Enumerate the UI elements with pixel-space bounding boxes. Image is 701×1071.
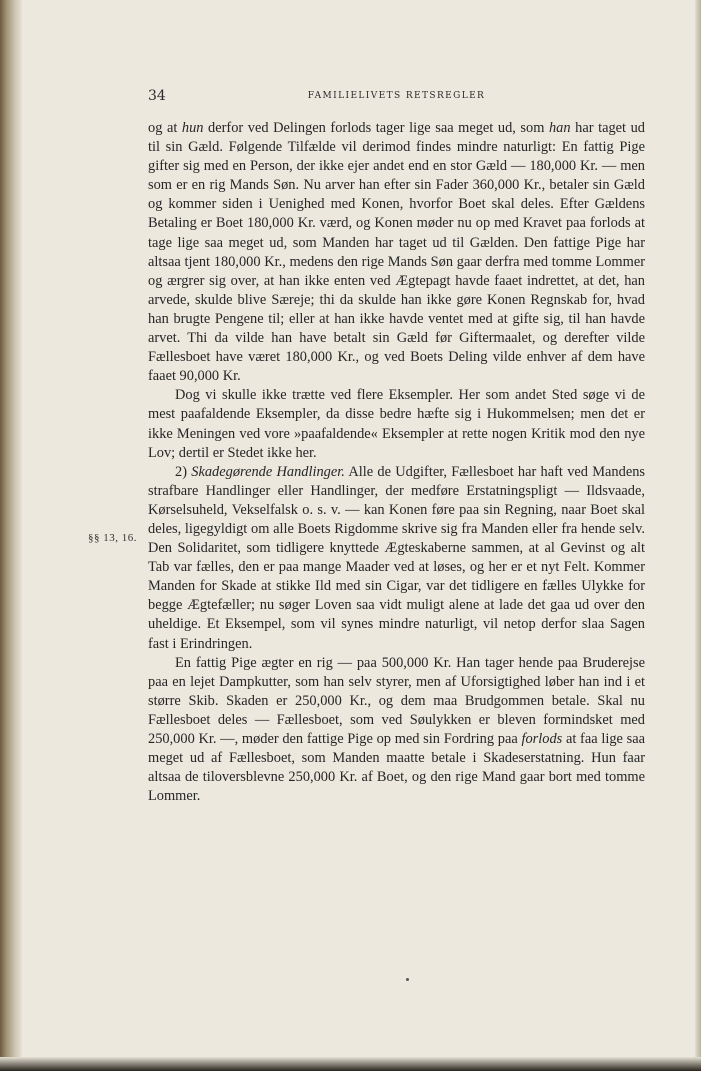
paragraph-2: Dog vi skulle ikke trætte ved flere Eksempler. Her som andet Sted søge vi de mest paafaldende Eksempler, da disse bedre hæfte sig i Hukommelsen; men det er ikke Meningen ved vore »paafaldende« Eksempler at rette nogen Kritik mod den nye Lov; dertil er Stedet ikke her.	[148, 387, 645, 461]
page-binding-edge	[0, 0, 22, 1071]
margin-section-reference: §§ 13, 16.	[88, 532, 137, 544]
paragraph-3: 2) Skadegørende Handlinger. Alle de Udgifter, Fællesboet har haft ved Mandens strafbare Handlinger eller Handlinger, der medføre Erstatningspligt — Ildsvaade, Kørselsuheld, Vekselfalsk o. s. v. — kan Konen føre paa sin Regning, naar Boet skal deles, ligegyldigt om alle Boets Rigdomme skrive sig fra Manden eller fra hende selv. Den Solidaritet, som tidligere knyttede Ægteskaberne sammen, at al Gevinst og alt Tab var fælles, den er paa mange Maader ved at løses, og her er et nyt Felt. Kommer Manden for Skade at stikke Ild med sin Cigar, var det tidligere en fælles Ulykke for begge Ægtefæller; nu søger Loven saa vidt muligt alene at lade det gaa ud over den uheldige. Et Eksempel, som vil synes mindre naturligt, vil netop derfor slaa Sagen fast i Erindringen.	[148, 463, 645, 652]
page-bottom-shadow	[0, 1057, 701, 1071]
page-right-shadow	[695, 0, 701, 1071]
emphasis-forlods: forlods	[521, 731, 563, 747]
emphasis-han: han	[548, 120, 571, 136]
emphasis-hun: hun	[181, 120, 204, 136]
running-head: FAMILIELIVETS RETSREGLER	[307, 91, 486, 101]
page-number: 34	[148, 88, 166, 104]
section-heading-skadegorende: Skadegørende Handlinger.	[191, 463, 345, 480]
print-speck	[406, 978, 409, 981]
body-text	[148, 119, 645, 806]
paragraph-4: En fattig Pige ægter en rig — paa 500,000 Kr. Han tager hende paa Bruderejse paa en lejet Dampkutter, som han selv styrer, men af Uforsigtighed løber han ind i et større Skib. Skaden er 250,000 Kr., og dem maa Brudgommen betale. Skal nu Fællesboet deles — Fællesboet, som ved Søulykken er bleven formindsket med 250,000 Kr. —, møder den fattige Pige op med sin Fordring paa forlods at faa lige saa meget ud af Fællesboet, som Manden maatte betale i Skadeserstatning. Hun faar altsaa de tiloversblevne 250,000 Kr. af Boet, og den rige Mand gaar bort med tomme Lommer.	[148, 654, 645, 805]
paragraph-1: og at hun derfor ved Delingen forlods tager lige saa meget ud, som han har taget ud til sin Gæld. Følgende Tilfælde vil derimod findes mindre naturligt: En fattig Pige gifter sig med en Person, der ikke ejer andet end en stor Gæld — 180,000 Kr. — men som er en rig Mands Søn. Nu arver han efter sin Fader 360,000 Kr., betaler sin Gæld og kommer siden i Uenighed med Konen, hvorfor Boet skal deles. Efter Gældens Betaling er Boet 180,000 Kr. værd, og Konen møder nu op med Kravet paa forlods at tage lige saa meget ud, som Manden har taget ud til Gælden. Den fattige Pige har altsaa tjent 180,000 Kr., medens den rige Mands Søn gaar derfra med tomme Lommer og ærgrer sig over, at han ikke enten ved Ægtepagt havde faaet indrettet, at det, han arvede, skulde blive Særeje; thi da skulde han ikke gøre Konen Regnskab for, hvad han brugte Pengene til; eller at han ikke havde ventet med at gifte sig, til han havde arvet. Thi da vilde han have betalt sin Gæld før Giftermaalet, og derefter vilde Fællesboet have været 180,000 Kr., og ved Boets Deling vilde enhver af dem have faaet 90,000 Kr.	[148, 120, 645, 385]
page-header	[148, 88, 645, 108]
